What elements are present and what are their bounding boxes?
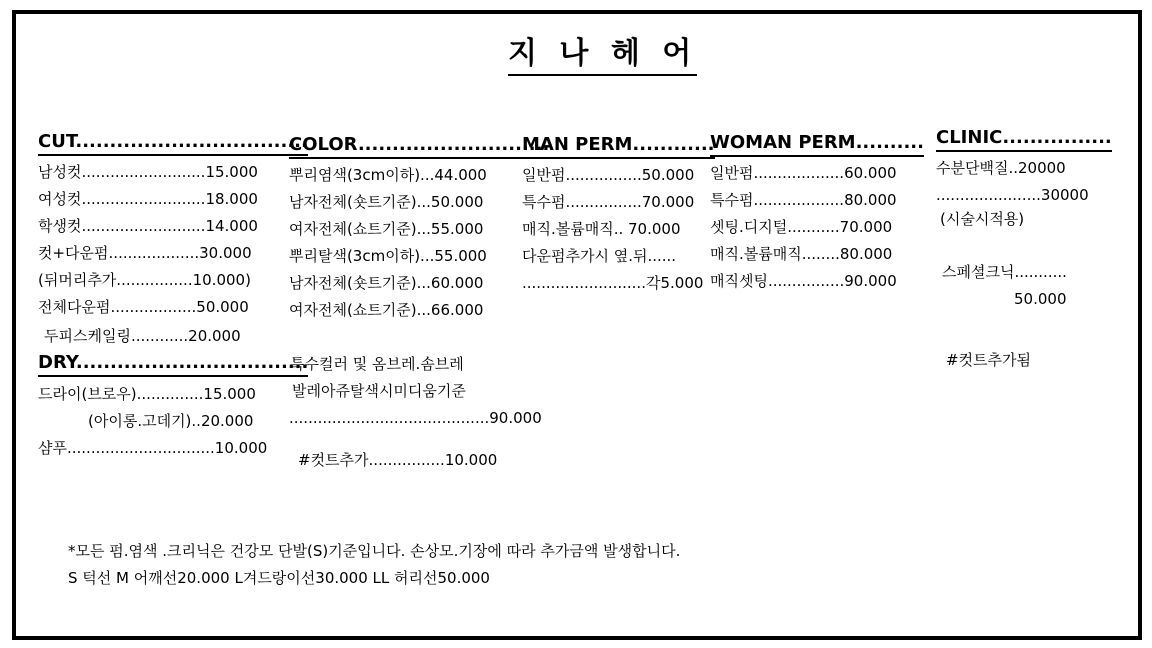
price-item: 셋팅.디지털...........70.000 [710,218,893,236]
price-item: 전체다운펌..................50.000 [38,298,249,316]
price-item: 수분단백질..20000 [936,159,1066,177]
price-item: 매직.볼륨매직........80.000 [710,245,893,263]
footer-note: *모든 펌.염색 .크리닉은 건강모 단발(S)기준입니다. 손상모.기장에 따라 추가금액 발생합니다. [68,542,681,560]
cut-add-note: #컷트추가................10.000 [298,451,498,469]
special-clinic-line: 스페셜크닉........... [942,263,1067,281]
price-item: ......................30000 [936,186,1089,204]
price-item: 여자전체(쇼트기준)...55.000 [289,220,484,238]
clinic-heading: CLINIC................ [936,127,1112,152]
price-item: 특수펌................70.000 [522,193,695,211]
woman-perm-heading: WOMAN PERM.......... [710,132,924,157]
price-item: 일반펌................50.000 [522,166,695,184]
price-item: 컷+다운펌...................30.000 [38,244,252,262]
price-item: 남자전체(숏트기준)...60.000 [289,274,484,292]
price-item: 매직셋팅................90.000 [710,272,897,290]
price-item: ..........................각5.000 [522,274,704,292]
price-item: 드라이(브로우)..............15.000 [38,385,256,403]
price-item: 일반펌...................60.000 [710,164,897,182]
price-item: 다운펌추가시 옆.뒤...... [522,247,677,265]
special-color-line: 특수컬러 및 옴브레.솜브레 [290,355,464,373]
price-item: 두피스케일링............20.000 [44,327,241,345]
color-heading: COLOR............................ [289,134,549,159]
price-item: 특수펌...................80.000 [710,191,897,209]
special-clinic-price: 50.000 [1014,290,1067,308]
price-item: (아이롱.고데기)..20.000 [88,412,254,430]
price-item: (시술시적용) [940,210,1025,228]
cut-heading: CUT.................................. [38,131,308,156]
price-item: (뒤머리추가................10.000) [38,271,251,289]
cut-add-note: #컷트추가됨 [946,351,1032,369]
price-item: 여성컷..........................18.000 [38,190,258,208]
price-item: 학생컷..........................14.000 [38,217,258,235]
price-item: 남자전체(숏트기준)...50.000 [289,193,484,211]
man-perm-heading: MAN PERM............ [522,134,715,159]
price-item: 매직.볼륨매직.. 70.000 [522,220,681,238]
price-item: 여자전체(쇼트기준)...66.000 [289,301,484,319]
price-item: 뿌리염색(3cm이하)...44.000 [289,166,487,184]
shop-title: 지 나 헤 어 [508,36,697,76]
price-item: 뿌리탈색(3cm이하)...55.000 [289,247,487,265]
length-surcharge-note: S 턱선 M 어깨선20.000 L겨드랑이선30.000 LL 허리선50.000 [68,569,490,587]
special-color-price: ..........................................90.000 [289,409,542,427]
price-item: 샴푸...............................10.000 [38,439,268,457]
special-color-line: 발레아쥬탈색시미디움기준 [292,382,466,400]
price-item: 남성컷..........................15.000 [38,163,258,181]
dry-heading: DRY.................................. [38,352,308,377]
